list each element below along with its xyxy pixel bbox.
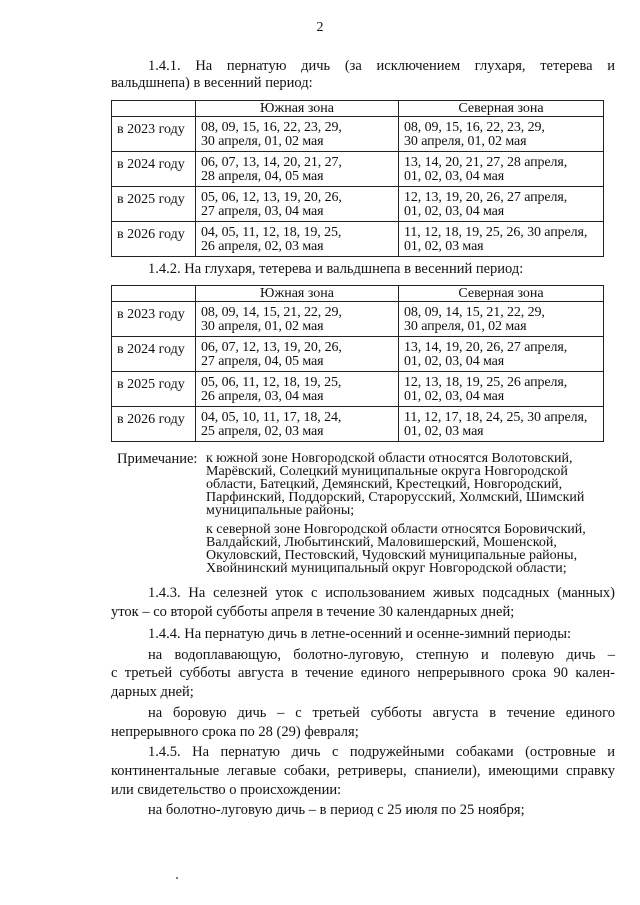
north-dates-cell: 12, 13, 18, 19, 25, 26 апреля, 01, 02, 03, 04 мая bbox=[399, 372, 604, 407]
north-dates-cell: 11, 12, 18, 19, 25, 26, 30 апреля, 01, 02, 03 мая bbox=[399, 222, 604, 257]
north-dates-cell: 13, 14, 19, 20, 26, 27 апреля, 01, 02, 03, 04 мая bbox=[399, 337, 604, 372]
year-cell: в 2025 году bbox=[112, 187, 196, 222]
south-dates-cell: 06, 07, 12, 13, 19, 20, 26, 27 апреля, 04, 05 мая bbox=[196, 337, 399, 372]
year-cell: в 2025 году bbox=[112, 372, 196, 407]
table-row bbox=[112, 117, 604, 152]
north-dates-cell: 11, 12, 17, 18, 24, 25, 30 апреля, 01, 02, 03 мая bbox=[399, 407, 604, 442]
header-empty bbox=[112, 101, 196, 117]
section-141-line-1: 1.4.1. На пернатую дичь (за исключением глухаря, тетерева и bbox=[148, 58, 615, 74]
south-dates-cell: 08, 09, 15, 16, 22, 23, 29, 30 апреля, 01, 02 мая bbox=[196, 117, 399, 152]
table-header-row bbox=[112, 286, 604, 302]
section-145-line-2: континентальные легавые собаки, ретриверы, спаниели), имеющими справку bbox=[111, 763, 615, 779]
south-dates-cell: 05, 06, 11, 12, 18, 19, 25, 26 апреля, 03, 04 мая bbox=[196, 372, 399, 407]
section-144-title: 1.4.4. На пернатую дичь в летне-осенний и осенне-зимний периоды: bbox=[148, 626, 571, 642]
note-north-zone: к северной зоне Новгородской области относятся Боровичский, Валдайский, Любытинский, Маловишерский, Мошенской, Окуловский, Пестовский, Чудовский муниципальные районы, Хвойнинский муниципальный округ Новгородской области; bbox=[206, 522, 586, 576]
year-cell: в 2026 году bbox=[112, 407, 196, 442]
north-dates-cell: 08, 09, 14, 15, 21, 22, 29, 30 апреля, 01, 02 мая bbox=[399, 302, 604, 337]
south-dates-cell: 08, 09, 14, 15, 21, 22, 29, 30 апреля, 01, 02 мая bbox=[196, 302, 399, 337]
north-dates-cell: 12, 13, 19, 20, 26, 27 апреля, 01, 02, 03, 04 мая bbox=[399, 187, 604, 222]
section-145-last-line: на болотно-луговую дичь – в период с 25 июля по 25 ноября; bbox=[148, 802, 525, 818]
year-cell: в 2023 году bbox=[112, 302, 196, 337]
section-142-title: 1.4.2. На глухаря, тетерева и вальдшнепа в весенний период: bbox=[148, 261, 524, 277]
section-144-para2-line-2: непрерывного срока по 28 (29) февраля; bbox=[111, 724, 359, 740]
table-row bbox=[112, 187, 604, 222]
section-144-para1-line-1: на водоплавающую, болотно-луговую, степную и полевую дичь – bbox=[148, 647, 615, 663]
section-144-para1-line-2: с третьей субботы августа в течение единого непрерывного срока 90 кален- bbox=[111, 665, 615, 681]
table-header-row bbox=[112, 101, 604, 117]
section-144-para1-line-3: дарных дней; bbox=[111, 684, 194, 700]
header-north-zone: Северная зона bbox=[399, 101, 604, 117]
section-145-line-1: 1.4.5. На пернатую дичь с подружейными собаками (островные и bbox=[148, 744, 615, 760]
scan-dot bbox=[176, 877, 178, 879]
table-row bbox=[112, 407, 604, 442]
section-143-line-2: уток – со второй субботы апреля в течение 30 календарных дней; bbox=[111, 604, 515, 620]
year-cell: в 2024 году bbox=[112, 152, 196, 187]
header-south-zone: Южная зона bbox=[196, 101, 399, 117]
header-south-zone: Южная зона bbox=[196, 286, 399, 302]
table-row bbox=[112, 372, 604, 407]
page-number: 2 bbox=[316, 20, 324, 35]
section-144-para2-line-1: на боровую дичь – с третьей субботы августа в течение единого bbox=[148, 705, 615, 721]
section-145-line-3: или свидетельство о происхождении: bbox=[111, 782, 342, 798]
note-south-zone: к южной зоне Новгородской области относятся Волотовский, Марёвский, Солецкий муниципальные округа Новгородской области, Батецкий, Демянский, Крестецкий, Новгородский, Парфинский, Поддорский, Старорусский, Холмский, Шимский муниципальные районы; bbox=[206, 451, 585, 518]
table-capercaillie-grouse-woodcock bbox=[111, 285, 604, 442]
section-141-line-2: вальдшнепа) в весенний период: bbox=[111, 75, 313, 91]
table-spring-game bbox=[111, 100, 604, 257]
year-cell: в 2023 году bbox=[112, 117, 196, 152]
south-dates-cell: 06, 07, 13, 14, 20, 21, 27, 28 апреля, 04, 05 мая bbox=[196, 152, 399, 187]
south-dates-cell: 04, 05, 11, 12, 18, 19, 25, 26 апреля, 02, 03 мая bbox=[196, 222, 399, 257]
table-row bbox=[112, 302, 604, 337]
table-row bbox=[112, 222, 604, 257]
note-label: Примечание: bbox=[117, 451, 198, 467]
header-north-zone: Северная зона bbox=[399, 286, 604, 302]
section-143-line-1: 1.4.3. На селезней уток с использованием живых подсадных (манных) bbox=[148, 585, 615, 601]
table-row bbox=[112, 152, 604, 187]
south-dates-cell: 05, 06, 12, 13, 19, 20, 26, 27 апреля, 03, 04 мая bbox=[196, 187, 399, 222]
header-empty bbox=[112, 286, 196, 302]
north-dates-cell: 08, 09, 15, 16, 22, 23, 29, 30 апреля, 01, 02 мая bbox=[399, 117, 604, 152]
south-dates-cell: 04, 05, 10, 11, 17, 18, 24, 25 апреля, 02, 03 мая bbox=[196, 407, 399, 442]
year-cell: в 2026 году bbox=[112, 222, 196, 257]
year-cell: в 2024 году bbox=[112, 337, 196, 372]
table-row bbox=[112, 337, 604, 372]
north-dates-cell: 13, 14, 20, 21, 27, 28 апреля, 01, 02, 03, 04 мая bbox=[399, 152, 604, 187]
